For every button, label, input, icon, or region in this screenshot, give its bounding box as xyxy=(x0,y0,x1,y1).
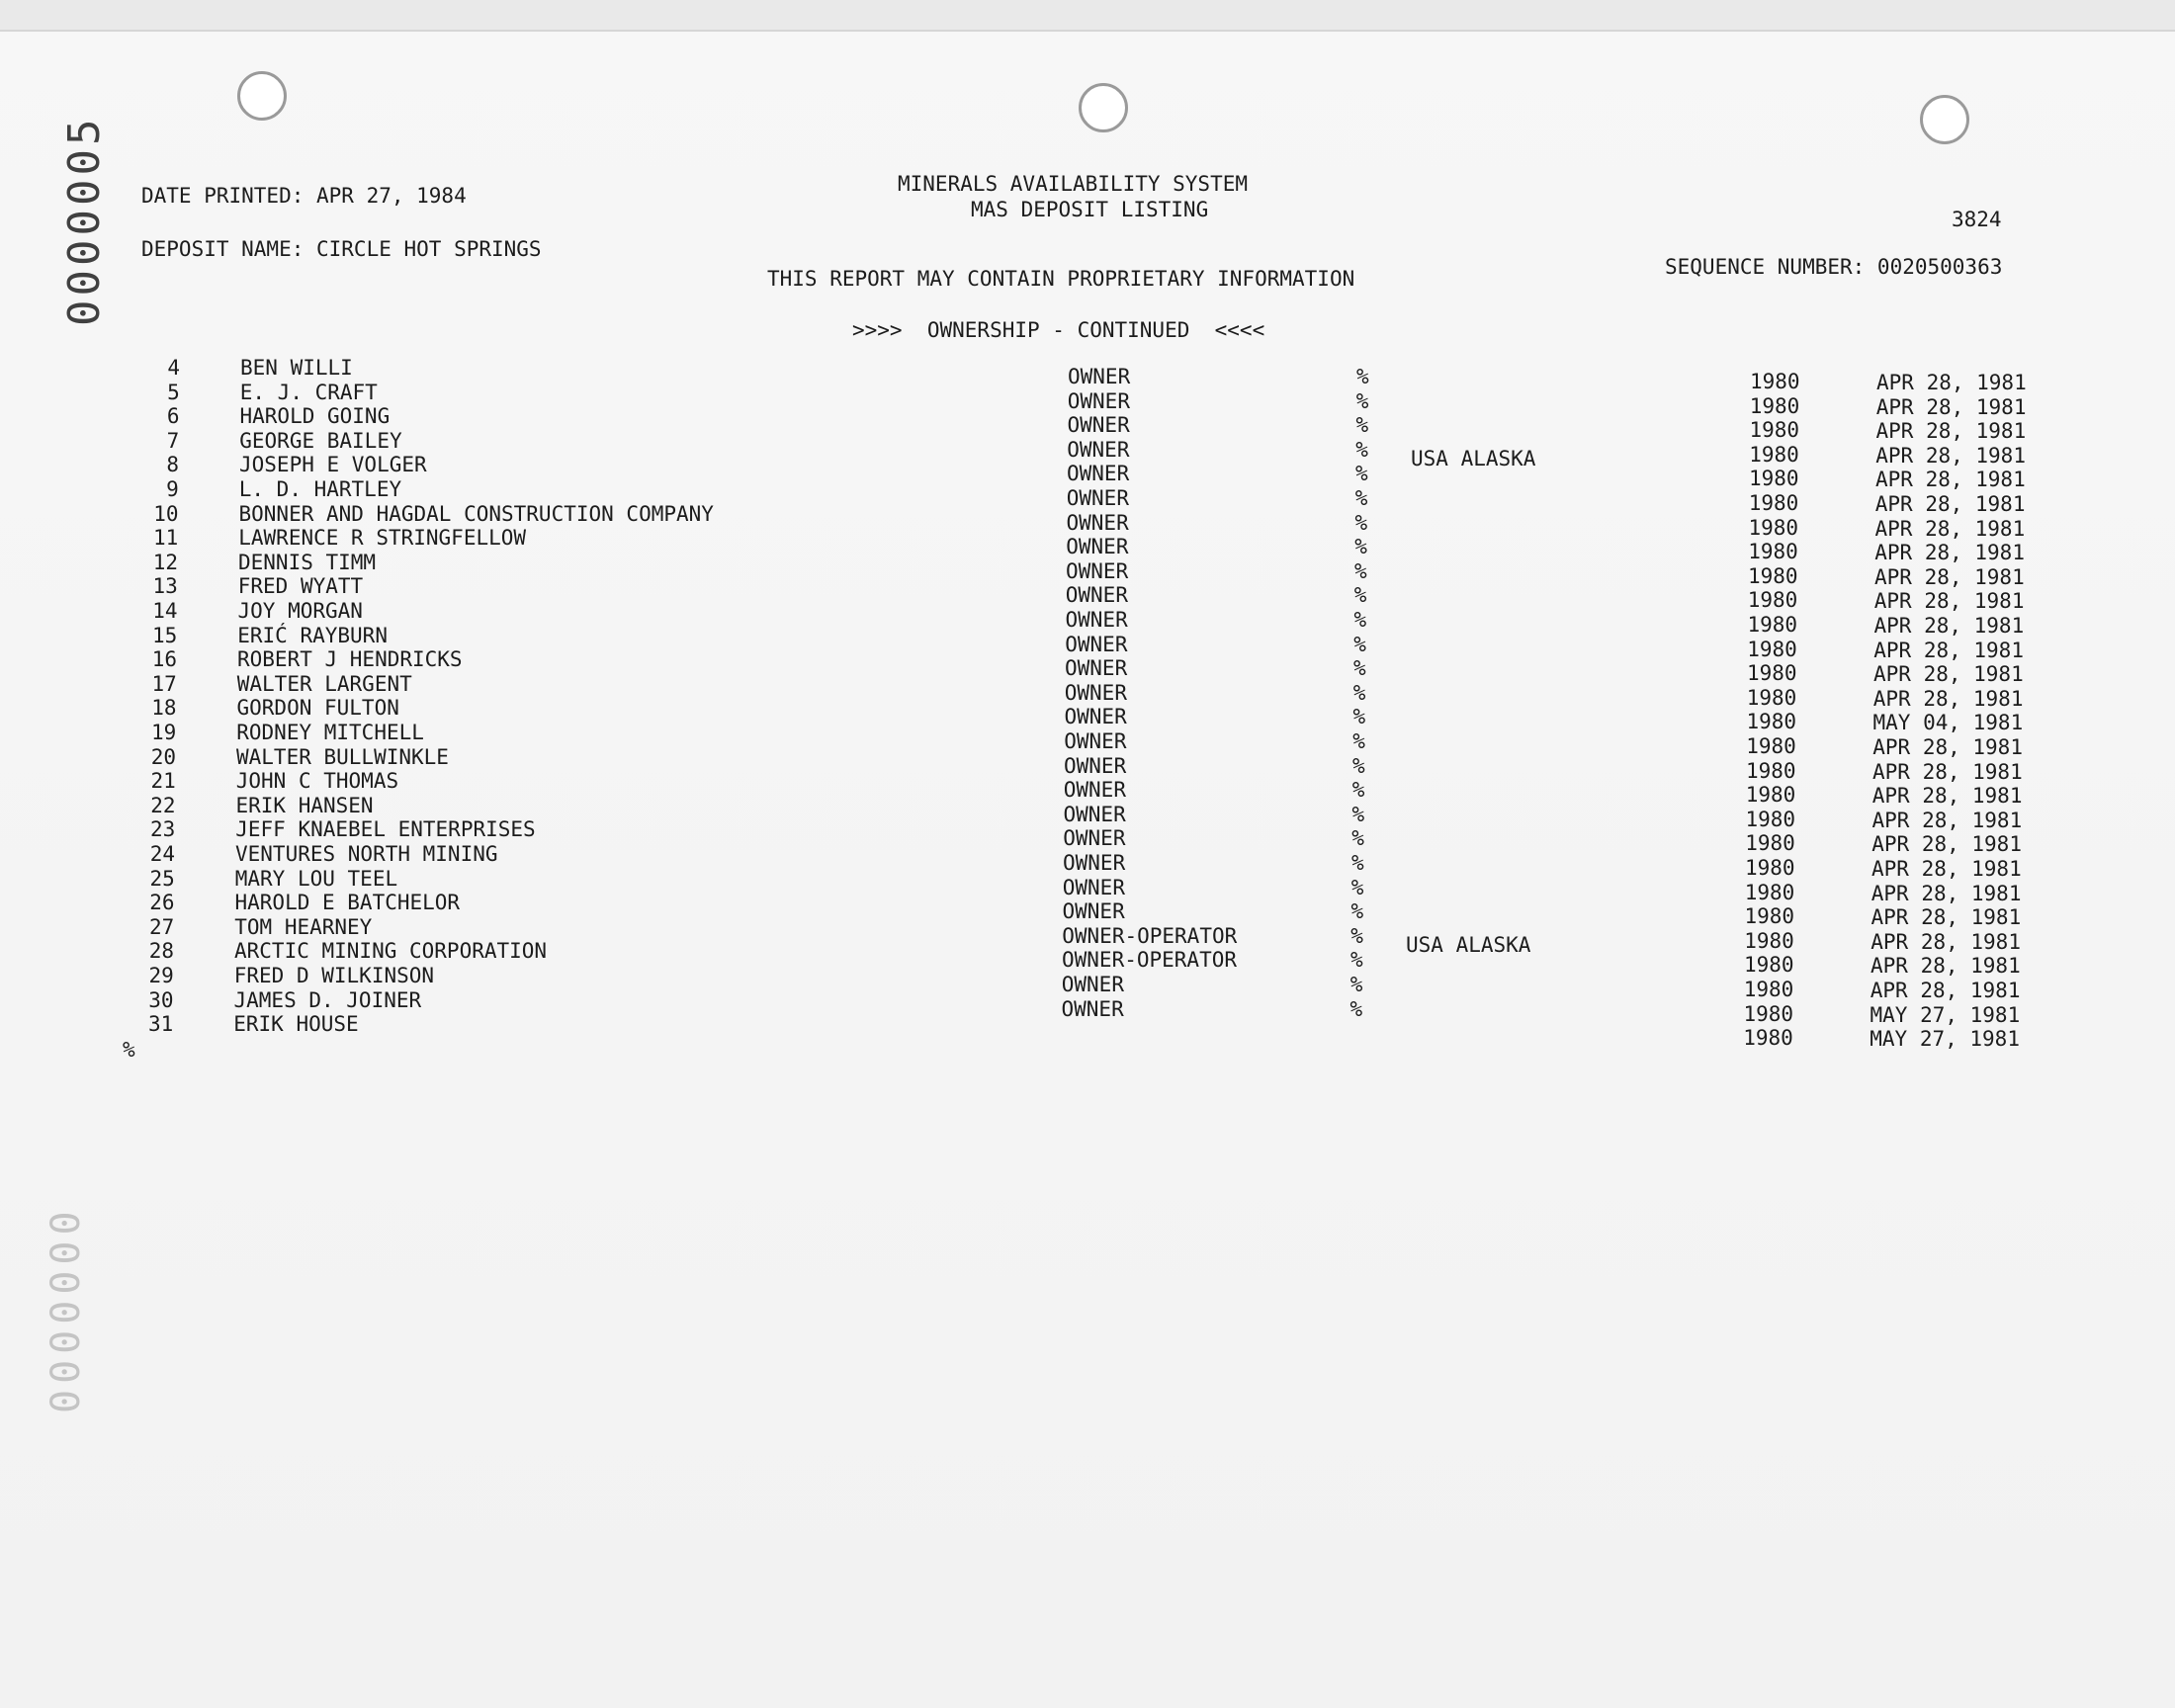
row-number: 18 xyxy=(151,696,177,721)
year-cell: 1980 xyxy=(1743,978,1794,1001)
percent-cell: % xyxy=(1350,875,1364,899)
system-title: MINERALS AVAILABILITY SYSTEM xyxy=(898,172,1249,196)
owner-role: OWNER xyxy=(1067,388,1130,413)
owner-role: OWNER xyxy=(1065,608,1128,632)
proprietary-notice: THIS REPORT MAY CONTAIN PROPRIETARY INFORMATION xyxy=(767,267,1355,291)
owner-name: JAMES D. JOINER xyxy=(233,987,422,1012)
row-number: 26 xyxy=(149,891,175,915)
owner-name: E. J. CRAFT xyxy=(239,380,378,404)
percent-cell: % xyxy=(1349,996,1363,1021)
row-number: 8 xyxy=(166,453,179,477)
year-cell: 1980 xyxy=(1747,588,1798,613)
date-cell: APR 28, 1981 xyxy=(1876,371,2027,394)
percent-cell: % xyxy=(1353,632,1366,656)
row-number: 6 xyxy=(166,404,180,429)
location-cell: USA ALASKA xyxy=(1411,447,1536,471)
owner-role: OWNER xyxy=(1067,413,1130,438)
percent-cell: % xyxy=(1356,365,1369,388)
year-cell: 1980 xyxy=(1746,734,1796,758)
owner-name: ROBERT J HENDRICKS xyxy=(237,647,463,672)
date-cell: APR 28, 1981 xyxy=(1875,468,2026,492)
row-number: 19 xyxy=(150,721,177,744)
year-cell: 1980 xyxy=(1745,831,1795,856)
owner-role: OWNER xyxy=(1065,583,1128,608)
date-cell: APR 28, 1981 xyxy=(1870,979,2021,1002)
year-cell: 1980 xyxy=(1749,418,1800,443)
row-number: 21 xyxy=(150,769,176,794)
owner-role: OWNER xyxy=(1064,705,1127,729)
listing-title: MAS DEPOSIT LISTING xyxy=(971,198,1209,221)
year-cell: 1980 xyxy=(1750,370,1800,393)
owner-name: ERIĆ RAYBURN xyxy=(237,623,388,647)
year-cell: 1980 xyxy=(1744,880,1795,904)
owner-name: ARCTIC MINING CORPORATION xyxy=(234,939,548,964)
percent-cell: % xyxy=(1354,510,1368,535)
date-cell: APR 28, 1981 xyxy=(1870,905,2022,930)
owner-name: JOHN C THOMAS xyxy=(235,769,399,794)
owner-role: OWNER xyxy=(1064,729,1127,753)
row-number: 15 xyxy=(151,623,178,647)
owner-name: WALTER BULLWINKLE xyxy=(236,744,449,769)
row-number: 4 xyxy=(167,356,180,380)
row-number: 31 xyxy=(147,1012,174,1037)
date-cell: MAY 27, 1981 xyxy=(1870,1027,2020,1052)
owner-name: JOY MORGAN xyxy=(237,599,363,623)
deposit-name: DEPOSIT NAME: CIRCLE HOT SPRINGS xyxy=(141,237,542,261)
date-cell: APR 28, 1981 xyxy=(1871,857,2022,881)
year-cell: 1980 xyxy=(1745,856,1795,880)
year-cell: 1980 xyxy=(1744,904,1795,929)
percent-cell: % xyxy=(1352,705,1366,729)
percent-cell: % xyxy=(1351,826,1364,851)
percent-cell: % xyxy=(1351,778,1365,803)
owner-name: MARY LOU TEEL xyxy=(234,866,398,891)
year-cell: 1980 xyxy=(1747,661,1797,686)
date-cell: MAY 27, 1981 xyxy=(1870,1002,2021,1027)
percent-cell: % xyxy=(1355,388,1369,413)
row-number: 20 xyxy=(150,744,176,769)
row-number: 7 xyxy=(166,428,180,453)
owner-role: OWNER xyxy=(1066,535,1129,559)
row-number: 12 xyxy=(152,550,178,574)
owner-role: OWNER xyxy=(1063,851,1126,875)
percent-cell: % xyxy=(1350,899,1364,924)
owner-role: OWNER xyxy=(1062,875,1125,899)
date-cell: APR 28, 1981 xyxy=(1871,808,2023,832)
date-cell: APR 28, 1981 xyxy=(1870,929,2021,954)
percent-cell: % xyxy=(1353,656,1366,681)
percent-cell: % xyxy=(1350,923,1363,948)
date-cell: APR 28, 1981 xyxy=(1873,614,2025,638)
row-number: 25 xyxy=(149,866,175,891)
owner-name: RODNEY MITCHELL xyxy=(236,721,424,744)
owner-name: WALTER LARGENT xyxy=(236,671,412,696)
date-cell: APR 28, 1981 xyxy=(1872,686,2024,711)
row-number: 28 xyxy=(148,939,174,964)
owner-role: OWNER xyxy=(1064,680,1127,705)
owner-role: OWNER-OPERATOR xyxy=(1062,948,1238,973)
date-cell: APR 28, 1981 xyxy=(1873,589,2025,614)
owner-role: OWNER xyxy=(1061,996,1124,1021)
owner-role: OWNER xyxy=(1066,486,1129,510)
row-number: 17 xyxy=(151,671,177,696)
row-number: 14 xyxy=(152,599,178,623)
year-cell: 1980 xyxy=(1747,637,1797,661)
year-cell: 1980 xyxy=(1749,467,1799,491)
owner-name: BONNER AND HAGDAL CONSTRUCTION COMPANY xyxy=(238,501,714,526)
owner-name: HAROLD GOING xyxy=(239,404,391,429)
owner-name: FRED D WILKINSON xyxy=(233,964,435,987)
row-number: 22 xyxy=(150,793,176,817)
owner-name: DENNIS TIMM xyxy=(238,550,377,574)
date-cell: APR 28, 1981 xyxy=(1871,832,2022,857)
row-number: 29 xyxy=(148,964,174,987)
owner-name: JOSEPH E VOLGER xyxy=(239,453,427,477)
page-number: 3824 xyxy=(1952,208,2002,231)
owner-name: JEFF KNAEBEL ENTERPRISES xyxy=(235,817,536,842)
date-cell: APR 28, 1981 xyxy=(1872,735,2023,759)
margin-frame-code: 0000005 xyxy=(59,115,110,326)
date-cell: APR 28, 1981 xyxy=(1873,662,2024,687)
row-number: 5 xyxy=(167,380,180,404)
sequence-number: SEQUENCE NUMBER: 0020500363 xyxy=(1665,255,2003,279)
year-cell: 1980 xyxy=(1748,540,1798,564)
owner-name: L. D. HARTLEY xyxy=(238,477,402,501)
percent-cell: % xyxy=(1354,486,1368,510)
percent-cell: % xyxy=(1351,802,1365,826)
date-printed: DATE PRINTED: APR 27, 1984 xyxy=(141,184,467,208)
date-cell: MAY 04, 1981 xyxy=(1872,711,2024,735)
date-cell: APR 28, 1981 xyxy=(1874,492,2026,516)
owner-name: GEORGE BAILEY xyxy=(239,428,402,453)
owner-name: ERIK HANSEN xyxy=(235,793,374,817)
owner-name: ERIK HOUSE xyxy=(233,1012,359,1037)
year-cell: 1980 xyxy=(1748,491,1799,515)
owner-name: VENTURES NORTH MINING xyxy=(235,842,498,866)
date-cell: APR 28, 1981 xyxy=(1874,564,2025,589)
owner-role: OWNER xyxy=(1062,899,1125,924)
owner-role: OWNER xyxy=(1067,462,1130,486)
owner-name: FRED WYATT xyxy=(237,574,364,599)
date-cell: APR 28, 1981 xyxy=(1875,394,2027,419)
year-cell: 1980 xyxy=(1748,515,1799,540)
row-number: 27 xyxy=(148,914,175,939)
owner-name: LAWRENCE R STRINGFELLOW xyxy=(238,526,527,551)
owner-role: OWNER xyxy=(1061,973,1124,996)
percent-cell: % xyxy=(1353,583,1367,608)
year-cell: 1980 xyxy=(1746,758,1796,783)
percent-cell: % xyxy=(1350,948,1363,973)
owner-role: OWNER xyxy=(1066,558,1129,583)
owner-role: OWNER xyxy=(1065,632,1128,656)
row-number: 11 xyxy=(152,526,179,551)
owner-name: HAROLD E BATCHELOR xyxy=(234,891,461,915)
owner-role: OWNER xyxy=(1064,753,1127,778)
date-cell: APR 28, 1981 xyxy=(1871,784,2023,809)
trailing-percent: % xyxy=(123,1038,135,1062)
percent-cell: % xyxy=(1354,558,1367,583)
owner-role: OWNER xyxy=(1065,656,1128,681)
year-cell: 1980 xyxy=(1749,442,1799,467)
date-cell: APR 28, 1981 xyxy=(1875,443,2026,468)
year-cell: 1980 xyxy=(1743,1001,1794,1026)
year-cell: 1980 xyxy=(1744,928,1794,953)
row-number: 16 xyxy=(151,647,177,672)
owner-role: OWNER xyxy=(1063,826,1126,851)
section-title: >>>> OWNERSHIP - CONTINUED <<<< xyxy=(852,318,1265,342)
owner-name: BEN WILLI xyxy=(240,356,353,380)
owner-role: OWNER xyxy=(1067,437,1130,462)
row-number: 13 xyxy=(152,574,178,599)
percent-cell: % xyxy=(1349,973,1363,996)
owner-name: GORDON FULTON xyxy=(236,696,399,721)
year-cell: 1980 xyxy=(1746,710,1797,734)
owner-name: TOM HEARNEY xyxy=(234,914,373,939)
owner-role: OWNER-OPERATOR xyxy=(1062,923,1238,948)
percent-cell: % xyxy=(1355,437,1368,462)
row-number: 23 xyxy=(149,817,176,842)
owner-role: OWNER xyxy=(1068,365,1131,388)
date-cell: APR 28, 1981 xyxy=(1870,881,2022,905)
percent-cell: % xyxy=(1354,535,1367,559)
row-number: 24 xyxy=(149,842,175,866)
date-cell: APR 28, 1981 xyxy=(1874,541,2025,565)
row-number: 10 xyxy=(153,501,179,526)
percent-cell: % xyxy=(1355,462,1368,486)
year-cell: 1980 xyxy=(1749,393,1800,418)
year-cell: 1980 xyxy=(1747,613,1798,637)
percent-cell: % xyxy=(1355,413,1369,438)
date-cell: APR 28, 1981 xyxy=(1870,954,2021,979)
percent-cell: % xyxy=(1351,851,1364,875)
percent-cell: % xyxy=(1352,753,1365,778)
year-cell: 1980 xyxy=(1746,685,1797,710)
year-cell: 1980 xyxy=(1744,953,1794,978)
percent-cell: % xyxy=(1352,729,1365,753)
percent-cell: % xyxy=(1352,680,1366,705)
owner-role: OWNER xyxy=(1063,802,1126,826)
owner-role: OWNER xyxy=(1063,778,1126,803)
margin-frame-code-faint: 0000000 xyxy=(44,1205,89,1413)
location-cell: USA ALASKA xyxy=(1406,933,1531,958)
date-cell: APR 28, 1981 xyxy=(1872,759,2023,784)
year-cell: 1980 xyxy=(1748,563,1798,588)
date-cell: APR 28, 1981 xyxy=(1874,516,2026,541)
date-cell: APR 28, 1981 xyxy=(1873,638,2024,662)
row-number: 9 xyxy=(166,477,179,501)
owner-role: OWNER xyxy=(1066,510,1129,535)
year-cell: 1980 xyxy=(1743,1026,1793,1051)
year-cell: 1980 xyxy=(1745,783,1796,808)
row-number: 30 xyxy=(148,987,174,1012)
year-cell: 1980 xyxy=(1745,807,1796,831)
date-cell: APR 28, 1981 xyxy=(1875,419,2027,444)
table-row xyxy=(0,1012,2175,1052)
percent-cell: % xyxy=(1353,608,1367,632)
